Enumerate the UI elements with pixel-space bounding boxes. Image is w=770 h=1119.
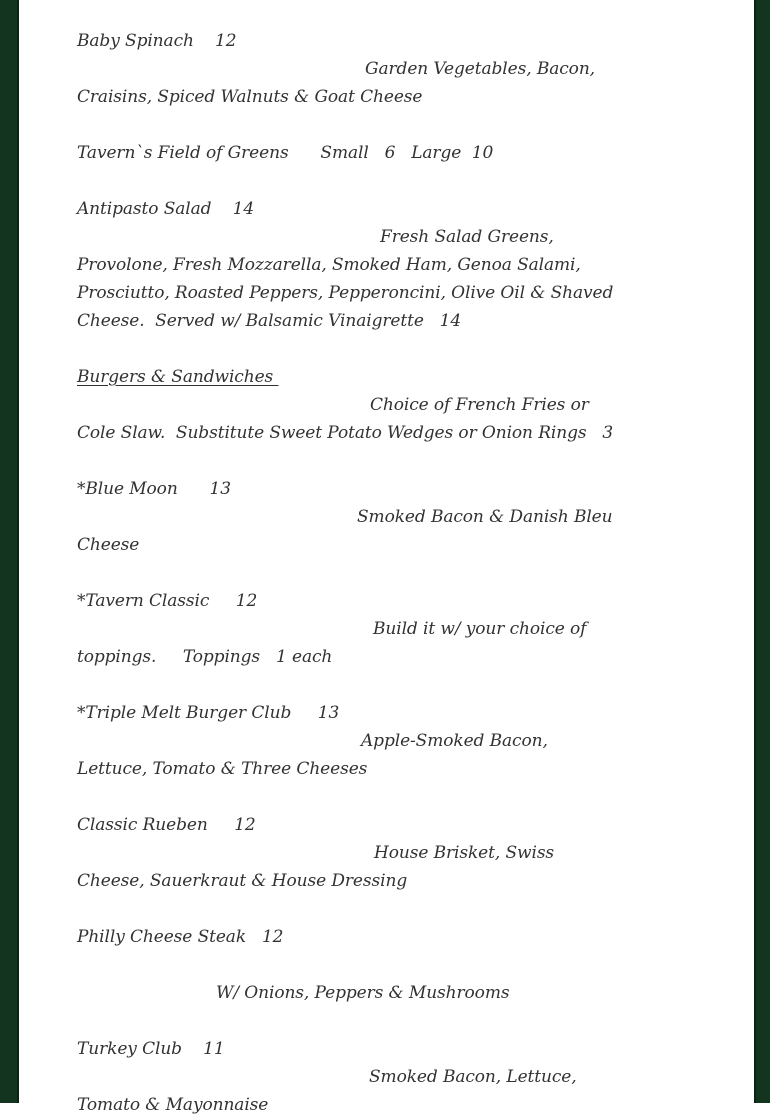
menu-item-antipasto-salad: Antipasto Salad 14 xyxy=(77,199,255,219)
menu-desc-line: Lettuce, Tomato & Three Cheeses xyxy=(77,759,368,779)
blank-line xyxy=(77,951,748,979)
menu-item-blue-moon: *Blue Moon 13 xyxy=(77,479,231,499)
menu-item-tavern-classic: *Tavern Classic 12 xyxy=(77,591,258,611)
menu-desc-line: toppings. Toppings 1 each xyxy=(77,647,333,667)
menu-item-triple-melt-burger-club: *Triple Melt Burger Club 13 xyxy=(77,703,340,723)
blank-line xyxy=(77,1007,748,1035)
menu-item-field-of-greens: Tavern`s Field of Greens Small 6 Large 10 xyxy=(77,143,494,163)
blank-line xyxy=(77,335,748,363)
menu-desc-line: Tomato & Mayonnaise xyxy=(77,1095,269,1115)
menu-desc-line: W/ Onions, Peppers & Mushrooms xyxy=(216,983,510,1003)
section-heading-burgers-sandwiches: Burgers & Sandwiches xyxy=(77,367,279,387)
menu-desc-line: Fresh Salad Greens, xyxy=(380,227,554,247)
menu-desc-line: Garden Vegetables, Bacon, xyxy=(365,59,595,79)
right-border-band xyxy=(754,0,770,1103)
menu-desc-line: House Brisket, Swiss xyxy=(374,843,555,863)
left-border-band xyxy=(0,0,19,1103)
menu-desc-line: Build it w/ your choice of xyxy=(373,619,587,639)
blank-line xyxy=(77,783,748,811)
blank-line xyxy=(77,559,748,587)
menu-desc-line: Provolone, Fresh Mozzarella, Smoked Ham, Genoa Salami, xyxy=(77,255,581,275)
menu-desc-line: Smoked Bacon & Danish Bleu xyxy=(357,507,613,527)
menu-desc-line: Cheese xyxy=(77,535,140,555)
menu-item-turkey-club: Turkey Club 11 xyxy=(77,1039,225,1059)
blank-line xyxy=(77,447,748,475)
menu-item-philly-cheese-steak: Philly Cheese Steak 12 xyxy=(77,927,284,947)
menu-desc-line: Prosciutto, Roasted Peppers, Pepperoncini, Olive Oil & Shaved xyxy=(77,283,614,303)
menu-item-classic-rueben: Classic Rueben 12 xyxy=(77,815,256,835)
section-note-line: Choice of French Fries or xyxy=(370,395,589,415)
menu-item-baby-spinach: Baby Spinach 12 xyxy=(77,31,237,51)
menu-desc-line: Smoked Bacon, Lettuce, xyxy=(369,1067,577,1087)
menu-desc-line: Craisins, Spiced Walnuts & Goat Cheese xyxy=(77,87,423,107)
blank-line xyxy=(77,895,748,923)
menu-desc-line: Cheese. Served w/ Balsamic Vinaigrette 14 xyxy=(77,311,462,331)
blank-line xyxy=(77,111,748,139)
menu-content xyxy=(77,27,748,1119)
menu-desc-line: Apple-Smoked Bacon, xyxy=(361,731,548,751)
blank-line xyxy=(77,671,748,699)
menu-desc-line: Cheese, Sauerkraut & House Dressing xyxy=(77,871,408,891)
blank-line xyxy=(77,167,748,195)
section-note-line: Cole Slaw. Substitute Sweet Potato Wedges or Onion Rings 3 xyxy=(77,423,614,443)
